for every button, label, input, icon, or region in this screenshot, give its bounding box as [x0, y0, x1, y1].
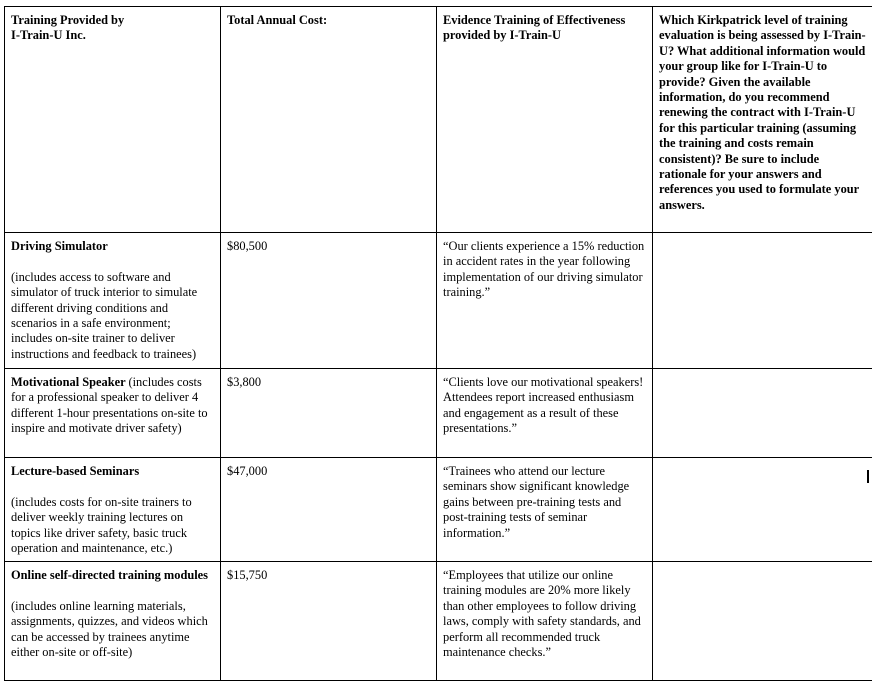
text-cursor-mark	[867, 470, 869, 483]
evidence-text: “Our clients experience a 15% reduction in accident rates in the year following implementation of our driving simulator training.”	[443, 239, 645, 300]
evidence-text: “Trainees who attend our lecture seminars show significant knowledge gains between pre-training tests and post-training tests of seminar information.”	[443, 464, 630, 540]
header-kirkpatrick-question-text: Which Kirkpatrick level of training evaluation is being assessed by I-Train-U? What additional information would your group like for I-Train-U to provide? Given the available information, do you recommend renewing the contract with I-Train-U for this particular training (assuming the training and costs remain consistent)? Be sure to include rationale for your answers and references you used to formulate your answers.	[659, 13, 866, 212]
evidence-cell	[437, 233, 653, 369]
training-description: (includes costs for on-site trainers to deliver weekly training lectures on topics like driver safety, basic truck operation and maintenance, etc.)	[11, 494, 192, 556]
evidence-text: “Clients love our motivational speakers! Attendees report increased enthusiasm and engagement as a result of these presentations.”	[443, 375, 644, 436]
evidence-cell	[437, 458, 653, 562]
training-description: (includes access to software and simulator of truck interior to simulate different driving conditions and scenarios in a safe environment; includes on-site trainer to deliver instructions and feedback to trainees)	[11, 269, 198, 361]
evidence-cell	[437, 562, 653, 681]
training-evaluation-table	[4, 6, 872, 681]
spacer	[11, 479, 214, 494]
training-cell	[5, 369, 221, 458]
cost-cell	[221, 562, 437, 681]
answer-cell[interactable]	[653, 369, 872, 458]
answer-cell[interactable]	[653, 233, 872, 369]
training-cell	[5, 233, 221, 369]
training-title: Motivational Speaker	[11, 375, 129, 389]
table-row	[5, 458, 872, 562]
cost-value: $80,500	[227, 239, 268, 253]
training-title: Lecture-based Seminars	[11, 464, 140, 478]
spacer	[11, 254, 214, 269]
table-row	[5, 562, 872, 681]
cost-value: $47,000	[227, 464, 268, 478]
training-description: (includes costs for a professional speaker to deliver 4 different 1-hour presentations on-site to inspire and motivate driver safety)	[11, 375, 208, 436]
header-evidence	[437, 7, 653, 233]
training-title: Driving Simulator	[11, 239, 108, 253]
header-kirkpatrick-question	[653, 7, 872, 233]
cost-cell	[221, 233, 437, 369]
cost-cell	[221, 458, 437, 562]
answer-cell[interactable]	[653, 458, 872, 562]
header-training-provided	[5, 7, 221, 233]
answer-cell[interactable]	[653, 562, 872, 681]
evidence-cell	[437, 369, 653, 458]
training-cell	[5, 458, 221, 562]
cost-value: $3,800	[227, 375, 262, 389]
cost-value: $15,750	[227, 568, 268, 582]
table-header-row	[5, 7, 872, 233]
header-training-provided-text: Training Provided by I-Train-U Inc.	[11, 13, 125, 43]
training-cell	[5, 562, 221, 681]
table-row	[5, 233, 872, 369]
header-total-annual-cost-text: Total Annual Cost:	[227, 13, 328, 27]
evidence-text: “Employees that utilize our online training modules are 20% more likely than other employees to follow driving laws, comply with safety standards, and perform all recommended truck maintenance checks.”	[443, 568, 641, 660]
spacer	[11, 583, 214, 598]
cost-cell	[221, 369, 437, 458]
table-row	[5, 369, 872, 458]
training-title: Online self-directed training modules	[11, 568, 208, 582]
header-evidence-text: Evidence Training of Effectiveness provided by I-Train-U	[443, 13, 626, 43]
training-description: (includes online learning materials, assignments, quizzes, and videos which can be accessed by trainees anytime either on-site or off-site)	[11, 598, 208, 660]
header-total-annual-cost	[221, 7, 437, 233]
